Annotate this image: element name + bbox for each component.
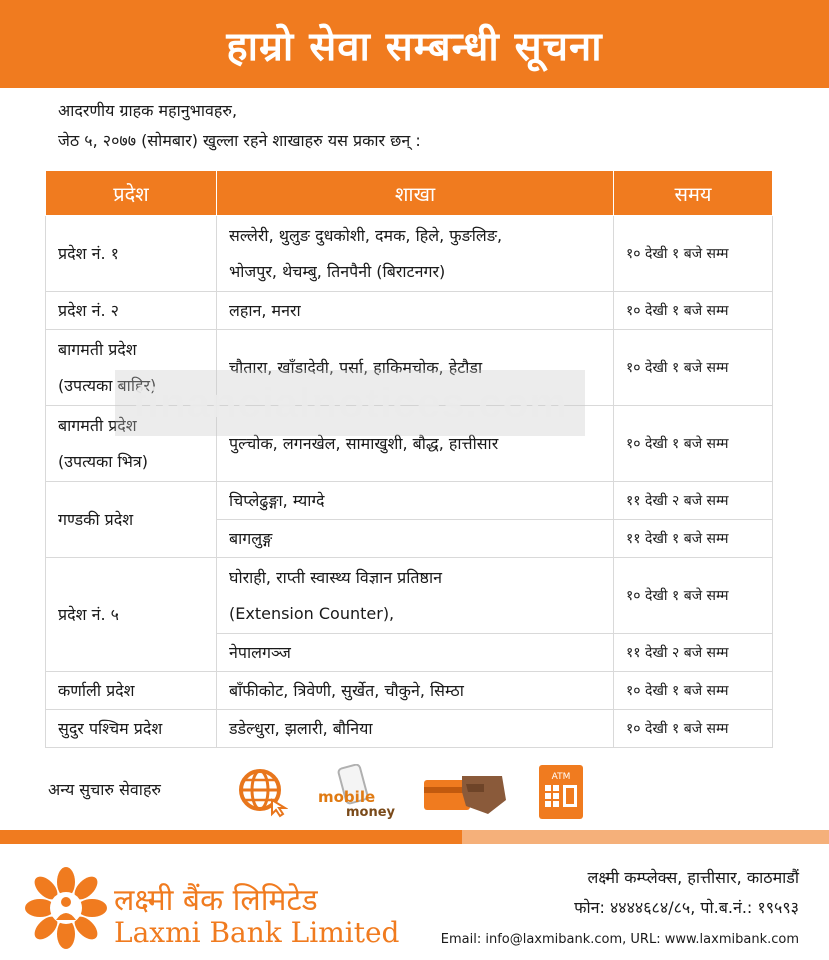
header-branch: शाखा <box>217 171 614 216</box>
branch-label: पुल्चोक, लगनखेल, सामाखुशी, बौद्ध, हात्तीसार <box>229 433 499 453</box>
branch-cell <box>217 710 614 748</box>
province-cell <box>46 558 217 672</box>
branch-cell <box>217 558 614 634</box>
mobile-money-line1: mobile <box>318 788 376 806</box>
province-label: कर्णाली प्रदेश <box>58 680 135 700</box>
province-cell <box>46 710 217 748</box>
branch-cell <box>217 216 614 292</box>
time-cell: १० देखी १ बजे सम्म <box>614 558 773 634</box>
page-title: हाम्रो सेवा सम्बन्धी सूचना <box>226 23 603 70</box>
province-label: प्रदेश नं. २ <box>58 300 119 320</box>
time-cell: ११ देखी २ बजे सम्म <box>614 634 773 672</box>
table-row <box>46 710 773 748</box>
province-cell <box>46 672 217 710</box>
header-time: समय <box>614 171 773 216</box>
bank-name-en: Laxmi Bank Limited <box>114 916 400 949</box>
province-label: बागमती प्रदेश <box>58 339 137 359</box>
footer-address: लक्ष्मी कम्प्लेक्स, हात्तीसार, काठमाडौं <box>587 868 799 887</box>
province-cell <box>46 482 217 558</box>
table-row <box>46 672 773 710</box>
branch-label: घोराही, राप्ती स्वास्थ्य विज्ञान प्रतिष्ठान <box>229 567 442 587</box>
branch-label: बाँफीकोट, त्रिवेणी, सुर्खेत, चौकुने, सिम्ठा <box>229 680 464 700</box>
atm-icon <box>538 764 584 820</box>
branch-cell <box>217 634 614 672</box>
branch-label: चौतारा, खाँडादेवी, पर्सा, हाकिमचोक, हेटौडा <box>229 357 483 377</box>
intro-text <box>58 96 421 156</box>
branch-cell <box>217 520 614 558</box>
branch-label: लहान, मनरा <box>229 300 301 320</box>
branch-cell <box>217 482 614 520</box>
time-cell: १० देखी १ बजे सम्म <box>614 292 773 330</box>
time-cell: १० देखी १ बजे सम्म <box>614 710 773 748</box>
services-label: अन्य सुचारु सेवाहरु <box>48 780 162 799</box>
branch-cell <box>217 292 614 330</box>
branch-table <box>45 170 773 748</box>
province-label: प्रदेश नं. १ <box>58 243 119 263</box>
province-label: प्रदेश नं. ५ <box>58 604 119 624</box>
branch-label: सल्लेरी, थुलुङ दुधकोशी, दमक, हिले, फुङलिङ, <box>229 225 503 245</box>
footer-stripe-light <box>462 830 829 844</box>
branch-label: भोजपुर, थेचम्बु, तिनपैनी (बिराटनगर) <box>229 261 446 281</box>
branch-label: नेपालगञ्ज <box>229 642 291 662</box>
province-label: (उपत्यका बाहिर) <box>58 375 157 395</box>
time-cell: ११ देखी २ बजे सम्म <box>614 482 773 520</box>
branch-label: चिप्लेढुङ्गा, म्याग्दे <box>229 490 325 510</box>
branch-label: (Extension Counter), <box>229 603 395 623</box>
table-row <box>46 558 773 634</box>
footer-phone: फोन: ४४४४६८४/८५, पो.ब.नं.: १९५९३ <box>574 898 799 917</box>
header-province: प्रदेश <box>46 171 217 216</box>
province-cell <box>46 292 217 330</box>
table-header-row <box>46 171 773 216</box>
branch-label: बागलुङ्ग <box>229 528 273 548</box>
mobile-money-icon <box>316 764 398 820</box>
header-banner <box>0 0 829 88</box>
table-row <box>46 292 773 330</box>
time-cell: ११ देखी १ बजे सम्म <box>614 520 773 558</box>
province-label: सुदुर पश्चिम प्रदेश <box>58 718 163 738</box>
atm-label: ATM <box>551 772 571 782</box>
laxmi-logo-icon <box>24 866 108 950</box>
bank-name-np: लक्ष्मी बैंक लिमिटेड <box>114 883 318 918</box>
province-label: बागमती प्रदेश <box>58 415 137 435</box>
province-cell <box>46 216 217 292</box>
province-label: (उपत्यका भित्र) <box>58 451 149 471</box>
time-cell: १० देखी १ बजे सम्म <box>614 330 773 406</box>
footer-stripe <box>0 830 462 844</box>
intro-line: जेठ ५, २०७७ (सोमबार) खुल्ला रहने शाखाहरु यस प्रकार छन् : <box>58 131 421 150</box>
salutation: आदरणीय ग्राहक महानुभावहरु, <box>58 101 238 120</box>
internet-banking-icon <box>236 766 288 818</box>
branch-label: डडेल्धुरा, झलारी, बौनिया <box>229 718 373 738</box>
mobile-money-line2: money <box>346 805 396 820</box>
card-icon <box>422 770 508 820</box>
table-row <box>46 482 773 520</box>
branch-cell <box>217 672 614 710</box>
table-row <box>46 216 773 292</box>
watermark: financialnotices.com <box>115 370 585 436</box>
time-cell: १० देखी १ बजे सम्म <box>614 216 773 292</box>
time-cell: १० देखी १ बजे सम्म <box>614 672 773 710</box>
province-label: गण्डकी प्रदेश <box>58 509 134 529</box>
time-cell: १० देखी १ बजे सम्म <box>614 406 773 482</box>
footer-contact: Email: info@laxmibank.com, URL: www.laxmibank.com <box>440 932 799 947</box>
